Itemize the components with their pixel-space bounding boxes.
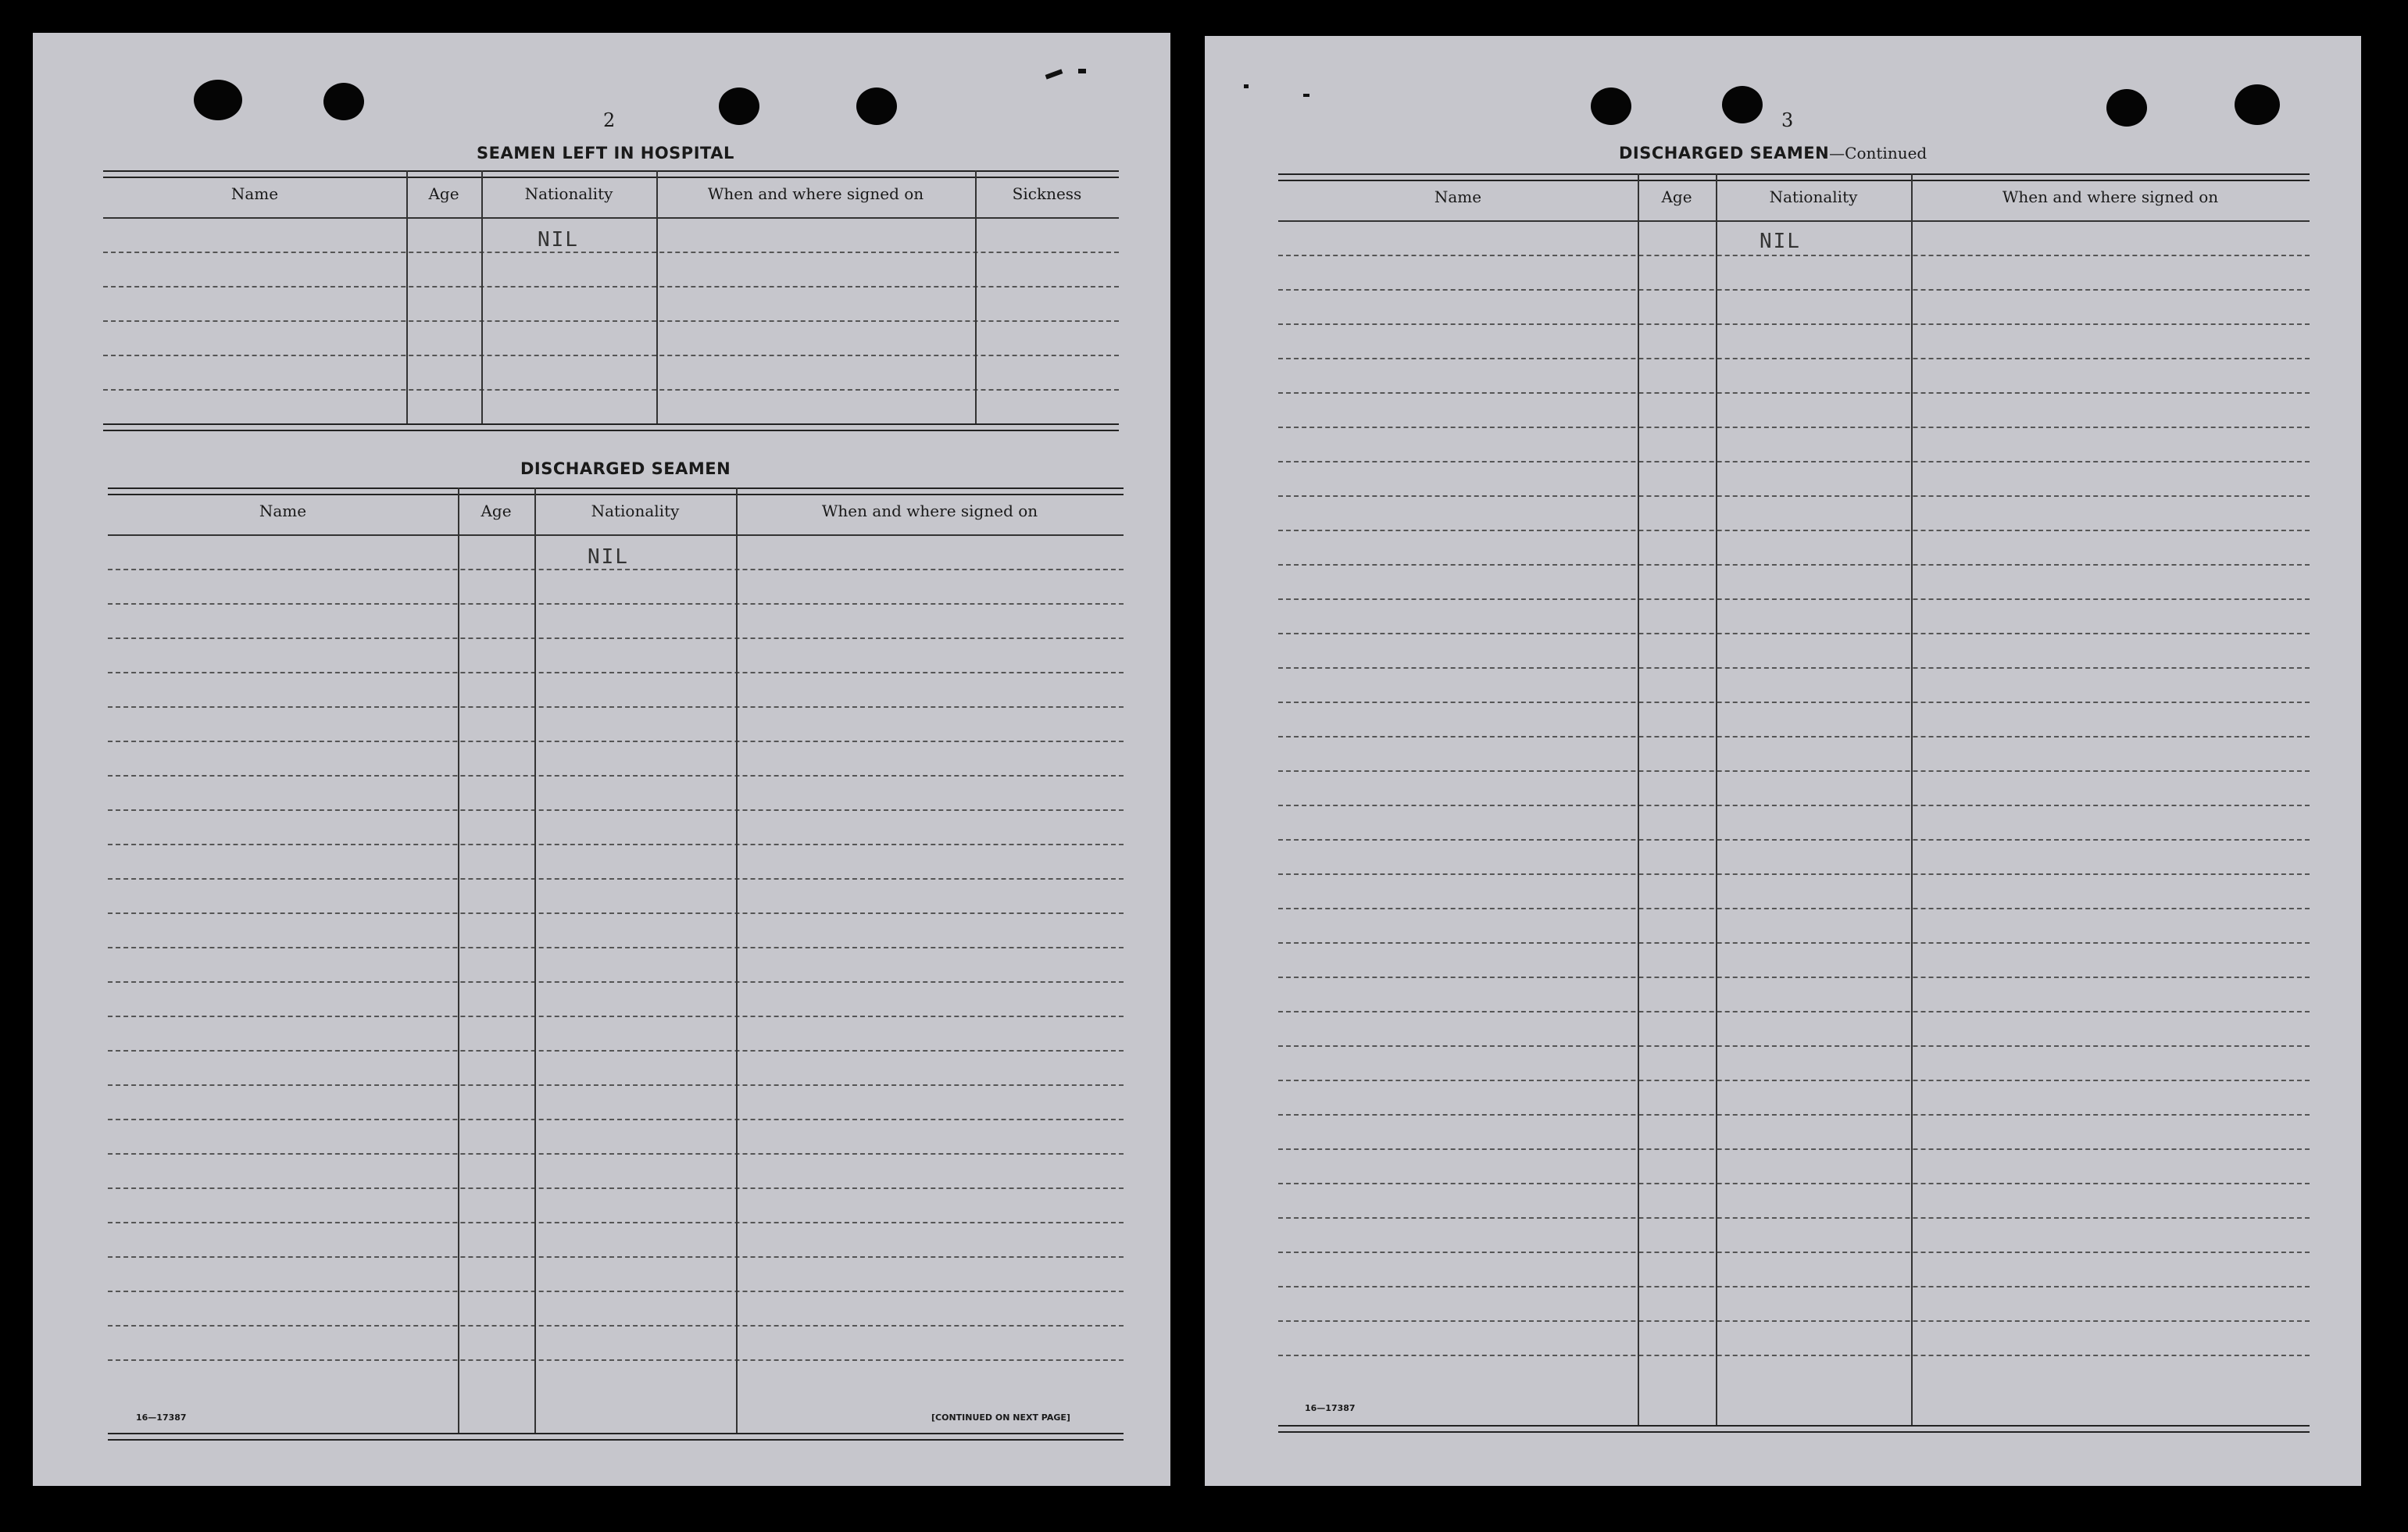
continued-note: [CONTINUED ON NEXT PAGE]: [931, 1412, 1070, 1423]
punch-hole: [1722, 86, 1763, 123]
page-number: 2: [603, 109, 616, 131]
punch-hole: [323, 83, 364, 120]
punch-hole: [856, 87, 897, 125]
punch-hole: [1591, 87, 1631, 125]
column-header-sickness: Sickness: [1012, 184, 1082, 203]
column-header-nationality: Nationality: [591, 502, 680, 520]
column-header-age: Age: [481, 502, 512, 520]
punch-hole: [2235, 84, 2280, 125]
discharged-nationality-entry: NIL: [588, 545, 629, 569]
ink-speck: [1244, 84, 1249, 88]
column-header-nationality: Nationality: [1769, 187, 1858, 206]
hospital-nationality-entry: NIL: [538, 228, 579, 252]
hospital-table-header: [103, 175, 1119, 217]
ink-speck: [1078, 69, 1086, 73]
discharged-continued-header: [1278, 178, 2310, 220]
column-header-nationality: Nationality: [524, 184, 613, 203]
ink-speck: [1045, 69, 1063, 79]
punch-hole: [2106, 89, 2147, 127]
column-header-name: Name: [230, 184, 279, 203]
form-number: 16—17387: [1305, 1403, 1356, 1413]
discharged-section-title: DISCHARGED SEAMEN: [520, 459, 731, 478]
column-header-signed-on: When and where signed on: [821, 502, 1038, 520]
title-suffix: —Continued: [1829, 144, 1927, 162]
discharged-table-header: [108, 492, 1124, 534]
punch-hole: [719, 87, 759, 125]
column-header-name: Name: [259, 502, 307, 520]
left-page: [33, 33, 1170, 1486]
column-header-name: Name: [1434, 187, 1482, 206]
punch-hole: [194, 80, 242, 120]
discharged-continued-title: [1619, 144, 1927, 162]
column-header-age: Age: [1661, 187, 1692, 206]
form-number: 16—17387: [136, 1412, 187, 1423]
title-main: DISCHARGED SEAMEN: [1619, 144, 1830, 162]
right-page: [1205, 36, 2361, 1486]
column-header-signed-on: When and where signed on: [707, 184, 924, 203]
hospital-table: [103, 170, 1119, 475]
discharged-continued-table: [1278, 173, 2310, 1439]
ink-speck: [1303, 94, 1309, 97]
hospital-section-title: SEAMEN LEFT IN HOSPITAL: [477, 144, 734, 162]
page-number: 3: [1781, 109, 1794, 131]
column-header-signed-on: When and where signed on: [2002, 187, 2219, 206]
discharged-table: [108, 487, 1124, 1441]
discharged-nationality-entry: NIL: [1760, 230, 1801, 253]
column-header-age: Age: [428, 184, 459, 203]
